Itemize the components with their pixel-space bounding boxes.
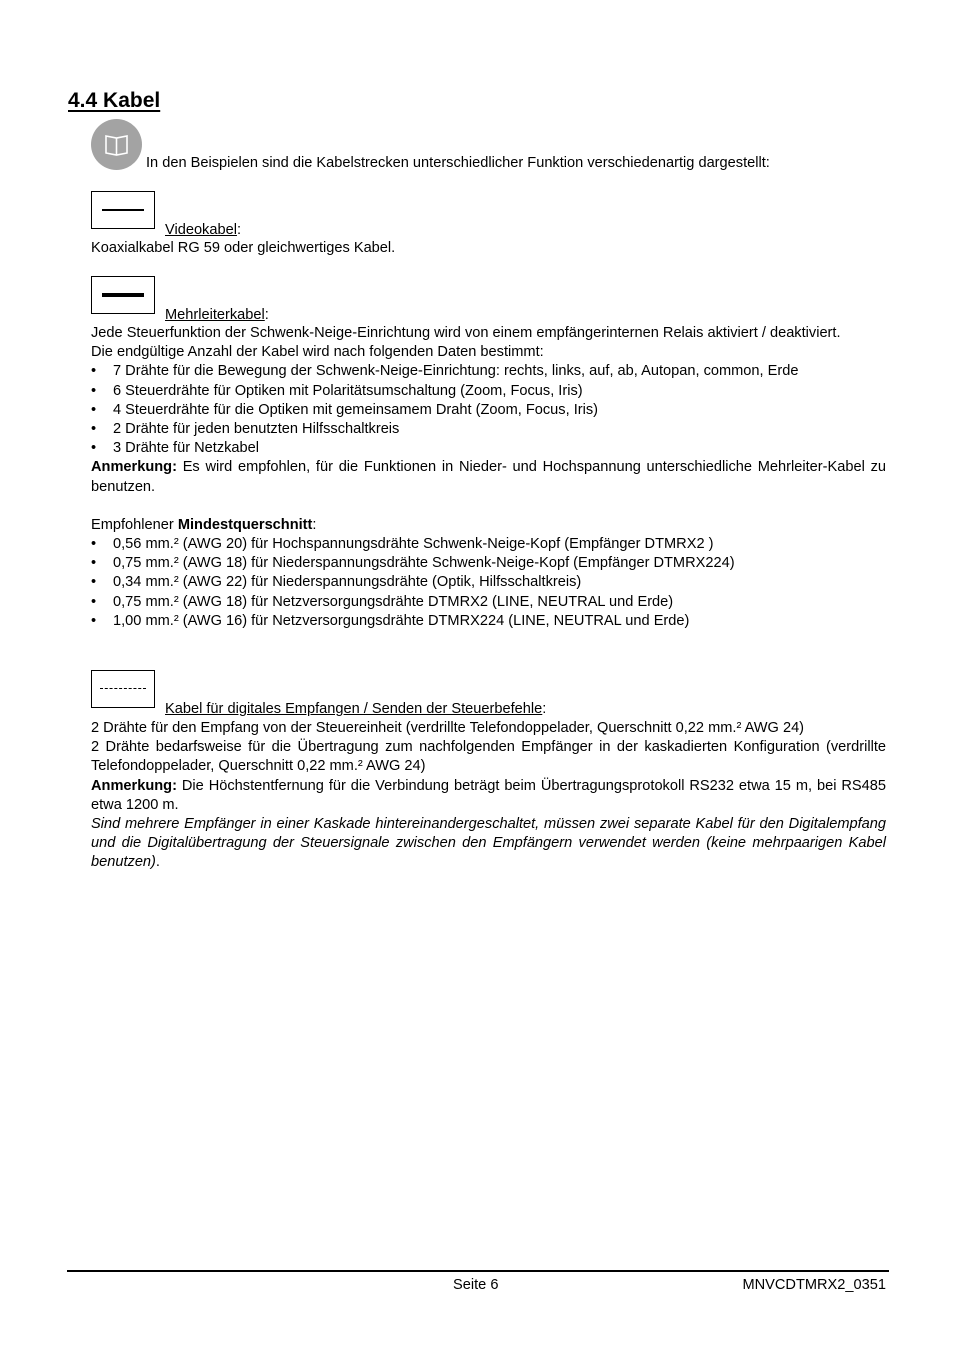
video-cable-label: Videokabel:: [165, 222, 242, 238]
multi-cable-count-intro: Die endgültige Anzahl der Kabel wird nach folgenden Daten bestimmt:: [91, 344, 544, 361]
list-item: • 4 Steuerdrähte für die Optiken mit gemeinsamem Draht (Zoom, Focus, Iris): [91, 401, 886, 420]
cross-section-heading: Empfohlener Mindestquerschnitt:: [91, 516, 317, 533]
digital-cable-transmit: 2 Drähte bedarfsweise für die Übertragung zum nachfolgenden Empfänger in der kaskadierten Konfiguration (verdrillte Telefondoppelader, Querschnitt 0,22 mm.² AWG 24): [91, 739, 886, 775]
digital-cable-label: Kabel für digitales Empfangen / Senden der Steuerbefehle:: [165, 701, 547, 717]
list-item: • 3 Drähte für Netzkabel: [91, 439, 886, 458]
digital-cable-note: Anmerkung: Die Höchstentfernung für die Verbindung beträgt beim Übertragungsprotokoll RS232 etwa 15 m, bei RS485 etwa 1200 m.: [91, 777, 886, 813]
multi-cable-paragraph: Jede Steuerfunktion der Schwenk-Neige-Einrichtung wird von einem empfängerinternen Relais aktiviert / deaktiviert.: [91, 325, 841, 341]
digital-cable-cascade-note: Sind mehrere Empfänger in einer Kaskade hintereinandergeschaltet, müssen zwei separate Kabel für den Digitalempfang und die Digitalübertragung der Steuersignale zwischen den Empfängern verwendet werden (keine mehrpaarigen Kabel benutzen).: [91, 816, 886, 871]
wire-count-list: [91, 362, 886, 458]
list-item: • 6 Steuerdrähte für Optiken mit Polaritätsumschaltung (Zoom, Focus, Iris): [91, 382, 886, 401]
cross-section-list: [91, 535, 886, 631]
document-code: MNVCDTMRX2_0351: [742, 1277, 886, 1293]
list-item: • 7 Drähte für die Bewegung der Schwenk-Neige-Einrichtung: rechts, links, auf, ab, Autopan, common, Erde: [91, 362, 886, 381]
digital-cable-receive: 2 Drähte für den Empfang von der Steuereinheit (verdrillte Telefondoppelader, Querschnitt 0,22 mm.² AWG 24): [91, 720, 805, 736]
video-cable-symbol: [91, 191, 155, 229]
multi-cable-label: Mehrleiterkabel:: [165, 307, 269, 323]
intro-text: In den Beispielen sind die Kabelstrecken unterschiedlicher Funktion verschiedenartig dargestellt:: [146, 155, 770, 171]
section-heading: 4.4 Kabel: [68, 89, 161, 112]
multi-cable-note: Anmerkung: Es wird empfohlen, für die Funktionen in Nieder- und Hochspannung unterschiedliche Mehrleiter-Kabel zu benutzen.: [91, 459, 886, 495]
list-item: • 0,56 mm.² (AWG 20) für Hochspannungsdrähte Schwenk-Neige-Kopf (Empfänger DTMRX2 ): [91, 535, 886, 554]
list-item: • 2 Drähte für jeden benutzten Hilfsschaltkreis: [91, 420, 886, 439]
video-cable-description: Koaxialkabel RG 59 oder gleichwertiges Kabel.: [91, 240, 396, 256]
multi-cable-symbol: [91, 276, 155, 314]
list-item: • 1,00 mm.² (AWG 16) für Netzversorgungsdrähte DTMRX224 (LINE, NEUTRAL und Erde): [91, 612, 886, 631]
list-item: • 0,34 mm.² (AWG 22) für Niederspannungsdrähte (Optik, Hilfsschaltkreis): [91, 573, 886, 592]
digital-cable-section: [91, 719, 886, 873]
footer-rule: [67, 1270, 889, 1272]
book-icon: [91, 119, 142, 170]
list-item: • 0,75 mm.² (AWG 18) für Netzversorgungsdrähte DTMRX2 (LINE, NEUTRAL und Erde): [91, 593, 886, 612]
list-item: • 0,75 mm.² (AWG 18) für Niederspannungsdrähte Schwenk-Neige-Kopf (Empfänger DTMRX224): [91, 554, 886, 573]
multi-cable-section: [91, 324, 886, 631]
page-number: Seite 6: [453, 1277, 499, 1293]
digital-cable-symbol: [91, 670, 155, 708]
